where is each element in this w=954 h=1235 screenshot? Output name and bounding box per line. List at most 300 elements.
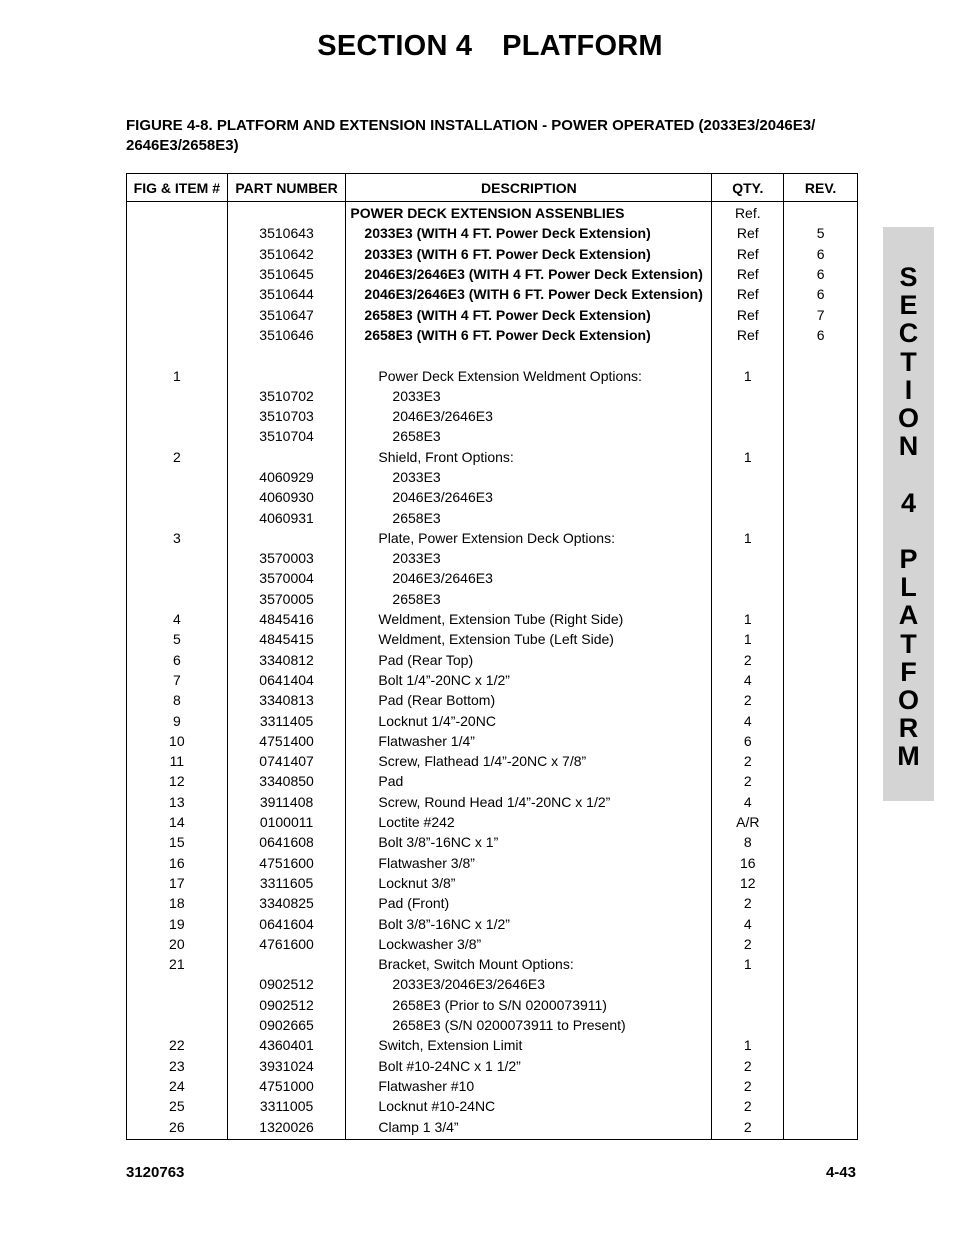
description-cell (346, 670, 712, 690)
rev-cell (784, 629, 858, 649)
part-number-cell: 1320026 (227, 1116, 346, 1139)
qty-cell: 4 (712, 792, 784, 812)
description-cell (346, 284, 712, 304)
part-number-cell: 0902512 (227, 974, 346, 994)
description-cell (346, 792, 712, 812)
qty-cell: 12 (712, 873, 784, 893)
fig-item-cell (127, 507, 228, 527)
description-text: Screw, Flathead 1/4”-20NC x 7/8” (378, 753, 587, 770)
description-cell (346, 731, 712, 751)
figure-title (126, 116, 866, 156)
rev-cell (784, 751, 858, 771)
description-text: Pad (Rear Top) (378, 651, 474, 668)
fig-item-cell: 17 (127, 873, 228, 893)
description-cell (346, 365, 712, 385)
rev-cell: 6 (784, 325, 858, 345)
description-text: 2046E3/2646E3 (WITH 4 FT. Power Deck Extension) (364, 266, 703, 283)
side-tab-letter: F (900, 656, 917, 687)
rev-cell (784, 345, 858, 365)
fig-item-cell (127, 284, 228, 304)
rev-cell (784, 1096, 858, 1116)
qty-cell: 2 (712, 1055, 784, 1075)
description-cell (346, 873, 712, 893)
description-text: 2658E3 (Prior to S/N 0200073911) (392, 996, 607, 1013)
fig-item-cell (127, 345, 228, 365)
description-cell (346, 832, 712, 852)
qty-cell (712, 1015, 784, 1035)
fig-item-cell: 11 (127, 751, 228, 771)
fig-item-cell: 13 (127, 792, 228, 812)
part-number-cell: 3510647 (227, 304, 346, 324)
description-cell (346, 406, 712, 426)
rev-cell (784, 913, 858, 933)
qty-cell (712, 507, 784, 527)
side-tab-letter: O (897, 403, 919, 433)
rev-cell: 5 (784, 223, 858, 243)
part-number-cell: 3340825 (227, 893, 346, 913)
part-number-cell: 0902665 (227, 1015, 346, 1035)
table-row (127, 832, 858, 852)
side-tab-letter: N (898, 431, 919, 462)
description-cell (346, 223, 712, 243)
table-row (127, 528, 858, 548)
qty-cell (712, 467, 784, 487)
fig-item-cell: 12 (127, 771, 228, 791)
rev-cell (784, 507, 858, 527)
header-rev: REV. (784, 174, 858, 202)
part-number-cell: 4761600 (227, 934, 346, 954)
table-row (127, 467, 858, 487)
part-number-cell: 3510702 (227, 386, 346, 406)
description-text: Bolt 1/4”-20NC x 1/2” (378, 671, 510, 688)
fig-item-cell (127, 386, 228, 406)
description-text: 2658E3 (392, 509, 441, 526)
description-text: Switch, Extension Limit (378, 1037, 523, 1054)
description-cell (346, 629, 712, 649)
qty-cell: Ref (712, 223, 784, 243)
side-tab-letter: A (898, 600, 919, 631)
table-row (127, 589, 858, 609)
description-cell (346, 954, 712, 974)
table-row (127, 1096, 858, 1116)
qty-cell: 1 (712, 629, 784, 649)
fig-item-cell: 9 (127, 710, 228, 730)
fig-item-cell (127, 426, 228, 446)
description-text: Power Deck Extension Weldment Options: (378, 367, 642, 384)
description-cell (346, 467, 712, 487)
qty-cell: Ref (712, 325, 784, 345)
description-text: 2033E3 (392, 550, 441, 567)
description-text: Pad (378, 773, 404, 790)
part-number-cell: 4060931 (227, 507, 346, 527)
description-cell (346, 507, 712, 527)
qty-cell (712, 406, 784, 426)
qty-cell: Ref (712, 244, 784, 264)
qty-cell: 4 (712, 913, 784, 933)
side-tab-letter: S (899, 262, 918, 292)
description-cell (346, 528, 712, 548)
table-row (127, 1015, 858, 1035)
table-row (127, 629, 858, 649)
rev-cell (784, 365, 858, 385)
description-cell (346, 386, 712, 406)
qty-cell (712, 426, 784, 446)
rev-cell (784, 406, 858, 426)
table-row (127, 365, 858, 385)
description-text: Plate, Power Extension Deck Options: (378, 529, 615, 546)
table-row (127, 690, 858, 710)
rev-cell (784, 528, 858, 548)
fig-item-cell (127, 467, 228, 487)
description-cell (346, 751, 712, 771)
fig-item-cell (127, 568, 228, 588)
description-cell (346, 710, 712, 730)
description-text: Locknut 1/4”-20NC (378, 712, 496, 729)
fig-item-cell: 16 (127, 853, 228, 873)
part-number-cell: 3510643 (227, 223, 346, 243)
part-number-cell (227, 528, 346, 548)
table-row (127, 325, 858, 345)
rev-cell (784, 1055, 858, 1075)
side-tab-letter: I (904, 374, 913, 405)
rev-cell (784, 447, 858, 467)
qty-cell: 4 (712, 670, 784, 690)
table-row (127, 223, 858, 243)
table-row (127, 934, 858, 954)
rev-cell (784, 670, 858, 690)
table-row (127, 873, 858, 893)
rev-cell (784, 954, 858, 974)
fig-item-cell (127, 589, 228, 609)
part-number-cell: 4845416 (227, 609, 346, 629)
fig-item-cell (127, 995, 228, 1015)
qty-cell: 1 (712, 365, 784, 385)
table-row (127, 284, 858, 304)
part-number-cell: 0641404 (227, 670, 346, 690)
description-text: 2033E3 (WITH 4 FT. Power Deck Extension) (364, 225, 651, 242)
part-number-cell (227, 365, 346, 385)
description-cell (346, 853, 712, 873)
description-text: Shield, Front Options: (378, 448, 514, 465)
side-tab-letter: M (897, 741, 920, 772)
qty-cell: 16 (712, 853, 784, 873)
description-text: Clamp 1 3/4” (378, 1118, 459, 1135)
description-text: 2046E3/2646E3 (392, 570, 493, 587)
description-text: Bolt 3/8”-16NC x 1” (378, 834, 499, 851)
description-text: 2046E3/2646E3 (392, 489, 493, 506)
table-row (127, 710, 858, 730)
description-cell (346, 1076, 712, 1096)
table-row (127, 202, 858, 224)
description-text: 2658E3 (S/N 0200073911 to Present) (392, 1017, 626, 1034)
table-row (127, 670, 858, 690)
part-number-cell: 3570003 (227, 548, 346, 568)
table-row (127, 1055, 858, 1075)
section-title (0, 30, 954, 63)
table-row (127, 345, 858, 365)
qty-cell (712, 548, 784, 568)
part-number-cell: 3570004 (227, 568, 346, 588)
part-number-cell: 3311405 (227, 710, 346, 730)
section-label: SECTION 4 (317, 30, 473, 62)
rev-cell (784, 487, 858, 507)
fig-item-cell: 1 (127, 365, 228, 385)
description-text: Flatwasher #10 (378, 1077, 475, 1094)
description-cell (346, 934, 712, 954)
qty-cell: 1 (712, 528, 784, 548)
fig-item-cell: 18 (127, 893, 228, 913)
qty-cell: 2 (712, 771, 784, 791)
qty-cell: Ref (712, 304, 784, 324)
fig-item-cell: 15 (127, 832, 228, 852)
part-number-cell: 3510646 (227, 325, 346, 345)
rev-cell: 6 (784, 264, 858, 284)
description-text: Weldment, Extension Tube (Right Side) (378, 611, 624, 628)
qty-cell: 1 (712, 954, 784, 974)
description-cell (346, 1035, 712, 1055)
description-cell (346, 1055, 712, 1075)
side-tab-letter: C (898, 318, 919, 349)
fig-item-cell: 5 (127, 629, 228, 649)
description-cell (346, 325, 712, 345)
table-row (127, 1076, 858, 1096)
description-cell (346, 995, 712, 1015)
table-row (127, 406, 858, 426)
part-number-cell: 3570005 (227, 589, 346, 609)
part-number-cell: 3340812 (227, 650, 346, 670)
fig-item-cell: 20 (127, 934, 228, 954)
description-text: 2033E3 (392, 387, 441, 404)
part-number-cell: 0641604 (227, 913, 346, 933)
description-cell (346, 690, 712, 710)
fig-item-cell: 21 (127, 954, 228, 974)
table-row (127, 731, 858, 751)
description-text: Flatwasher 3/8” (378, 854, 475, 871)
description-text: 2658E3 (WITH 4 FT. Power Deck Extension) (364, 306, 651, 323)
rev-cell (784, 568, 858, 588)
section-side-tab (883, 227, 934, 801)
description-text: Screw, Round Head 1/4”-20NC x 1/2” (378, 793, 611, 810)
table-row (127, 426, 858, 446)
description-cell (346, 304, 712, 324)
table-row (127, 568, 858, 588)
description-cell (346, 202, 712, 224)
description-text: 2033E3/2046E3/2646E3 (392, 976, 546, 993)
fig-item-cell (127, 325, 228, 345)
table-row (127, 304, 858, 324)
part-number-cell (227, 202, 346, 224)
table-row (127, 913, 858, 933)
doc-number: 3120763 (126, 1164, 185, 1181)
fig-item-cell: 2 (127, 447, 228, 467)
description-text: 2658E3 (392, 428, 441, 445)
fig-item-cell (127, 406, 228, 426)
rev-cell (784, 426, 858, 446)
part-number-cell: 3510645 (227, 264, 346, 284)
header-row (127, 174, 858, 202)
side-tab-letter: P (899, 544, 918, 574)
table-row (127, 447, 858, 467)
rev-cell: 7 (784, 304, 858, 324)
description-cell (346, 974, 712, 994)
qty-cell: A/R (712, 812, 784, 832)
description-text: 2033E3 (392, 469, 441, 485)
part-number-cell: 3340850 (227, 771, 346, 791)
description-text: Bolt 3/8”-16NC x 1/2” (378, 915, 510, 932)
qty-cell: 1 (712, 447, 784, 467)
rev-cell (784, 853, 858, 873)
part-number-cell: 3510642 (227, 244, 346, 264)
description-text: POWER DECK EXTENSION ASSENBLIES (350, 205, 625, 222)
fig-item-cell: 6 (127, 650, 228, 670)
rev-cell: 6 (784, 284, 858, 304)
rev-cell: 6 (784, 244, 858, 264)
qty-cell: 2 (712, 690, 784, 710)
header-fig-item: FIG & ITEM # (127, 174, 228, 202)
description-text: 2658E3 (392, 590, 441, 607)
fig-item-cell: 23 (127, 1055, 228, 1075)
fig-item-cell: 25 (127, 1096, 228, 1116)
description-text: 2046E3/2646E3 (392, 408, 493, 425)
part-number-cell: 3510644 (227, 284, 346, 304)
qty-cell: 6 (712, 731, 784, 751)
rev-cell (784, 731, 858, 751)
header-qty: QTY. (712, 174, 784, 202)
qty-cell (712, 487, 784, 507)
parts-table (126, 173, 858, 1140)
qty-cell (712, 386, 784, 406)
description-cell (346, 913, 712, 933)
table-row (127, 487, 858, 507)
table-row (127, 954, 858, 974)
side-tab-letter: T (900, 628, 917, 659)
description-text: 2033E3 (WITH 6 FT. Power Deck Extension) (364, 245, 651, 262)
table-row (127, 995, 858, 1015)
description-cell (346, 812, 712, 832)
table-row (127, 1035, 858, 1055)
part-number-cell: 0741407 (227, 751, 346, 771)
qty-cell: 2 (712, 934, 784, 954)
rev-cell (784, 1015, 858, 1035)
part-number-cell: 3311605 (227, 873, 346, 893)
part-number-cell: 4060930 (227, 487, 346, 507)
description-cell (346, 1015, 712, 1035)
description-cell (346, 487, 712, 507)
part-number-cell (227, 954, 346, 974)
table-row (127, 974, 858, 994)
description-text: Pad (Front) (378, 895, 450, 912)
part-number-cell: 4060929 (227, 467, 346, 487)
part-number-cell: 3311005 (227, 1096, 346, 1116)
header-description: DESCRIPTION (346, 174, 712, 202)
rev-cell (784, 548, 858, 568)
part-number-cell (227, 345, 346, 365)
fig-item-cell: 14 (127, 812, 228, 832)
table-row (127, 548, 858, 568)
page-number: 4-43 (825, 1164, 856, 1181)
fig-item-cell: 3 (127, 528, 228, 548)
fig-item-cell: 8 (127, 690, 228, 710)
parts-table-body (127, 202, 858, 1140)
table-row (127, 244, 858, 264)
fig-item-cell (127, 304, 228, 324)
fig-item-cell: 4 (127, 609, 228, 629)
side-tab-letter: L (900, 572, 917, 603)
part-number-cell: 4751600 (227, 853, 346, 873)
parts-table-header (127, 174, 858, 202)
description-cell (346, 893, 712, 913)
fig-item-cell: 26 (127, 1116, 228, 1139)
table-row (127, 853, 858, 873)
qty-cell: 2 (712, 650, 784, 670)
description-text: 2658E3 (WITH 6 FT. Power Deck Extension) (364, 326, 651, 343)
qty-cell: 1 (712, 609, 784, 629)
table-row (127, 792, 858, 812)
qty-cell: 4 (712, 710, 784, 730)
side-tab-letter: E (899, 290, 918, 321)
description-cell (346, 609, 712, 629)
description-cell (346, 548, 712, 568)
rev-cell (784, 467, 858, 487)
part-number-cell: 3340813 (227, 690, 346, 710)
qty-cell (712, 568, 784, 588)
description-cell (346, 650, 712, 670)
rev-cell (784, 995, 858, 1015)
qty-cell: 1 (712, 1035, 784, 1055)
section-name: PLATFORM (502, 30, 663, 62)
qty-cell: Ref (712, 264, 784, 284)
table-row (127, 609, 858, 629)
qty-cell: 8 (712, 832, 784, 852)
table-row (127, 507, 858, 527)
table-row (127, 812, 858, 832)
description-text: Weldment, Extension Tube (Left Side) (378, 631, 614, 648)
fig-item-cell: 24 (127, 1076, 228, 1096)
table-row (127, 1116, 858, 1139)
description-text: Lockwasher 3/8” (378, 935, 482, 952)
qty-cell: 2 (712, 1076, 784, 1096)
part-number-cell (227, 447, 346, 467)
rev-cell (784, 589, 858, 609)
table-row (127, 386, 858, 406)
figure-title-line1: FIGURE 4-8. PLATFORM AND EXTENSION INSTALLATION - POWER OPERATED (2033E3/2046E3/ (126, 117, 816, 134)
rev-cell (784, 812, 858, 832)
description-cell (346, 771, 712, 791)
rev-cell (784, 1076, 858, 1096)
qty-cell (712, 995, 784, 1015)
part-number-cell: 0100011 (227, 812, 346, 832)
qty-cell (712, 974, 784, 994)
fig-item-cell: 10 (127, 731, 228, 751)
fig-item-cell (127, 244, 228, 264)
rev-cell (784, 1035, 858, 1055)
description-cell (346, 1116, 712, 1139)
description-cell (346, 1096, 712, 1116)
rev-cell (784, 690, 858, 710)
table-row (127, 264, 858, 284)
description-text: Locknut 3/8” (378, 874, 456, 891)
fig-item-cell (127, 223, 228, 243)
rev-cell (784, 832, 858, 852)
fig-item-cell: 19 (127, 913, 228, 933)
part-number-cell: 4845415 (227, 629, 346, 649)
rev-cell (784, 1116, 858, 1139)
part-number-cell: 3510704 (227, 426, 346, 446)
description-cell (346, 345, 712, 365)
part-number-cell: 3911408 (227, 792, 346, 812)
rev-cell (784, 771, 858, 791)
qty-cell: Ref (712, 284, 784, 304)
